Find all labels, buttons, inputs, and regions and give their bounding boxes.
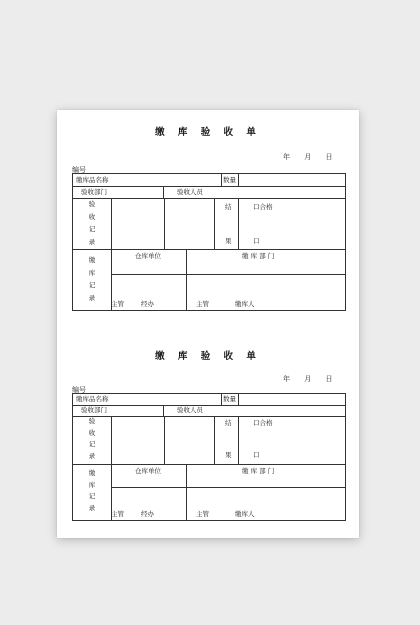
supervisor2-label: 主管 [196,300,209,308]
product-name-label: 缴库品名称 [76,395,109,403]
acceptance-table [72,173,346,311]
inspect-dept-label: 验收部门 [81,406,107,414]
inspector-label: 验收人员 [177,188,203,196]
acceptance-form-2 [57,334,359,534]
warehouse-record-label: 缴库记录 [88,256,96,302]
quantity-label: 数量 [223,395,236,403]
result-char-top: 结 [225,203,232,211]
fail-option[interactable]: 口 [253,237,260,245]
handler-label: 经办 [141,510,154,518]
warehouse-unit-label: 仓库单位 [135,467,161,475]
deliverer-label: 缴库人 [235,510,255,518]
result-char-bottom: 果 [225,451,232,459]
deliverer-label: 缴库人 [235,300,255,308]
serial-label: 编号 [72,386,86,394]
inspection-record-label: 验收记录 [88,200,96,246]
serial-label: 编号 [72,166,86,174]
handler-label: 经办 [141,300,154,308]
product-name-label: 缴库品名称 [76,176,109,184]
inspect-dept-label: 验收部门 [81,188,107,196]
supervisor-label: 主管 [111,300,124,308]
inspector-label: 验收人员 [177,406,203,414]
form-title: 缴 库 验 收 单 [155,351,261,362]
result-char-top: 结 [225,419,232,427]
date-line: 年 月 日 [283,153,333,161]
warehouse-unit-label: 仓库单位 [135,252,161,260]
pass-option[interactable]: 口合格 [253,203,273,211]
date-line: 年 月 日 [283,375,333,383]
acceptance-form-1 [57,110,359,310]
delivery-dept-label: 缴 库 部 门 [242,252,275,260]
form-paper [57,110,359,538]
quantity-label: 数量 [223,176,236,184]
fail-option[interactable]: 口 [253,451,260,459]
delivery-dept-label: 缴 库 部 门 [242,467,275,475]
inspection-record-label: 验收记录 [88,417,96,460]
supervisor-label: 主管 [111,510,124,518]
pass-option[interactable]: 口合格 [253,419,273,427]
result-char-bottom: 果 [225,237,232,245]
acceptance-table [72,393,346,521]
warehouse-record-label: 缴库记录 [88,469,96,512]
form-title: 缴 库 验 收 单 [155,127,261,138]
supervisor2-label: 主管 [196,510,209,518]
